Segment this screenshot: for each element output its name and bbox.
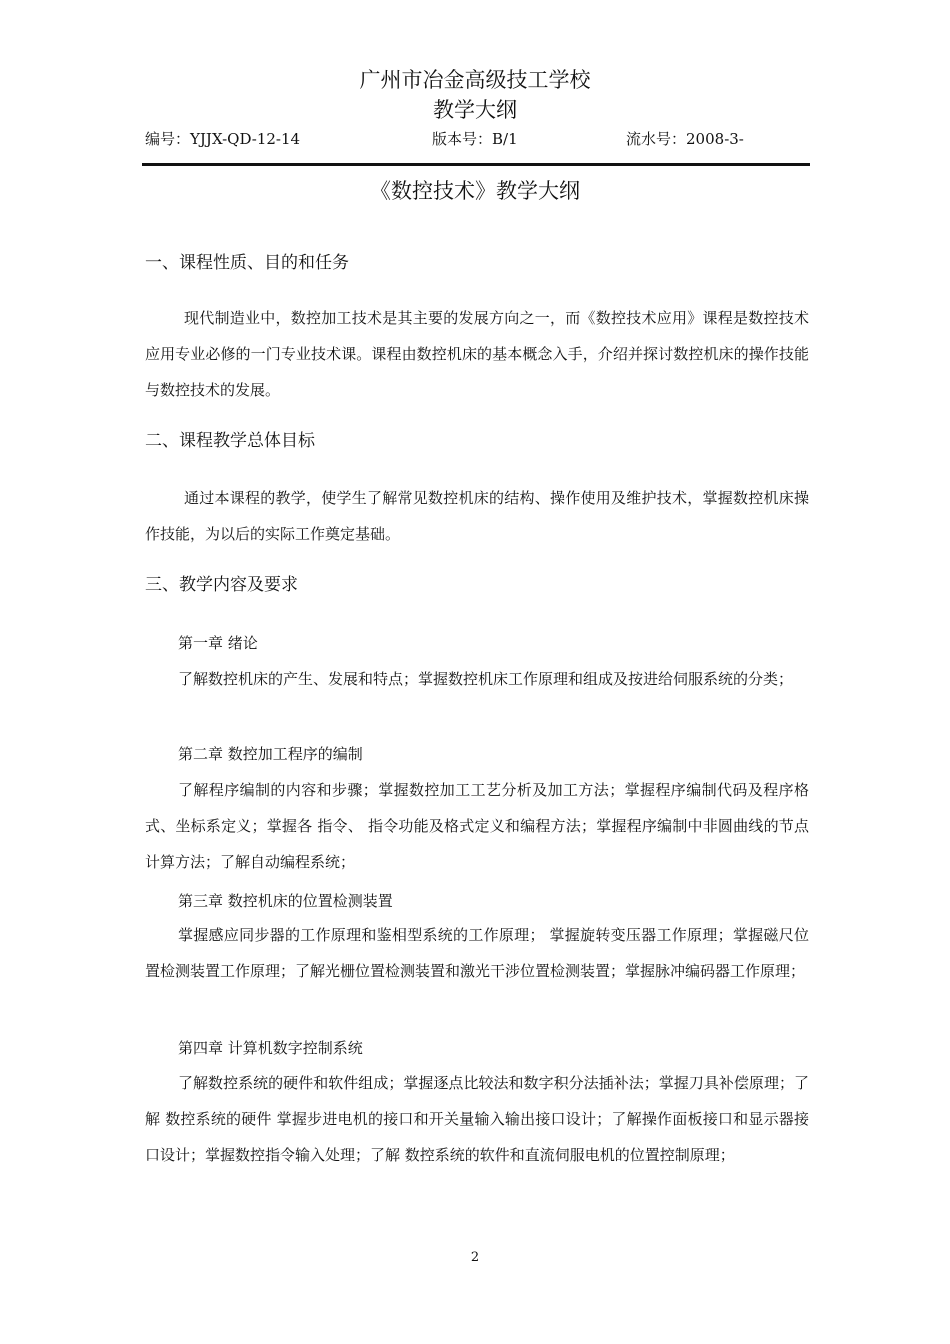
doc-code-value: YJJX-QD-12-14 — [190, 130, 301, 148]
chapter-title-1: 第一章 绪论 — [178, 634, 258, 652]
school-name: 广州市冶金高级技工学校 — [359, 68, 591, 92]
section-body-2: 通过本课程的教学，使学生了解常见数控机床的结构、操作使用及维护技术，掌握数控机床操作技能，为以后的实际工作奠定基础。 — [145, 489, 809, 543]
doc-version-label: 版本号： — [432, 130, 493, 148]
chapter-body-2: 了解程序编制的内容和步骤；掌握数控加工工艺分析及加工方法；掌握程序编制代码及程序格式、坐标系定义；掌握各 指令、 指令功能及格式定义和编程方法；掌握程序编制中非圆曲线的节点计算方法；了解自动编程系统； — [145, 781, 809, 871]
section-heading-2: 二、课程教学总体目标 — [145, 431, 315, 451]
doc-version-value: B/1 — [492, 130, 518, 148]
chapter-title-3: 第三章 数控机床的位置检测装置 — [178, 892, 393, 910]
doc-serial-value: 2008-3- — [686, 130, 744, 148]
doc-serial — [626, 128, 744, 149]
chapter-body-4: 了解数控系统的硬件和软件组成；掌握逐点比较法和数字积分法插补法；掌握刀具补偿原理；了解 数控系统的硬件 掌握步进电机的接口和开关量输入输出接口设计；了解操作面板接口和显示器接口设计；掌握数控指令输入处理；了解 数控系统的软件和直流伺服电机的位置控制原理； — [145, 1074, 809, 1164]
header-divider — [142, 163, 810, 166]
page-number: 2 — [470, 1250, 480, 1265]
doc-code-label: 编号： — [145, 130, 191, 148]
chapter-body-3: 掌握感应同步器的工作原理和鉴相型系统的工作原理； 掌握旋转变压器工作原理；掌握磁尺位置检测装置工作原理；了解光栅位置检测装置和激光干涉位置检测装置；掌握脉冲编码器工作原理； — [145, 926, 809, 980]
chapter-title-4: 第四章 计算机数字控制系统 — [178, 1039, 363, 1057]
document-title: 《数控技术》教学大纲 — [370, 179, 580, 203]
doc-code — [145, 128, 300, 149]
document-type: 教学大纲 — [433, 98, 517, 122]
chapter-body-1: 了解数控机床的产生、发展和特点；掌握数控机床工作原理和组成及按进给伺服系统的分类； — [178, 670, 794, 688]
chapter-title-2: 第二章 数控加工程序的编制 — [178, 745, 363, 763]
section-body-1: 现代制造业中，数控加工技术是其主要的发展方向之一，而《数控技术应用》课程是数控技术应用专业必修的一门专业技术课。课程由数控机床的基本概念入手，介绍并探讨数控机床的操作技能与数控技术的发展。 — [145, 309, 809, 399]
section-heading-3: 三、教学内容及要求 — [145, 575, 298, 595]
doc-version — [432, 128, 518, 149]
doc-serial-label: 流水号： — [626, 130, 687, 148]
section-heading-1: 一、课程性质、目的和任务 — [145, 253, 349, 273]
